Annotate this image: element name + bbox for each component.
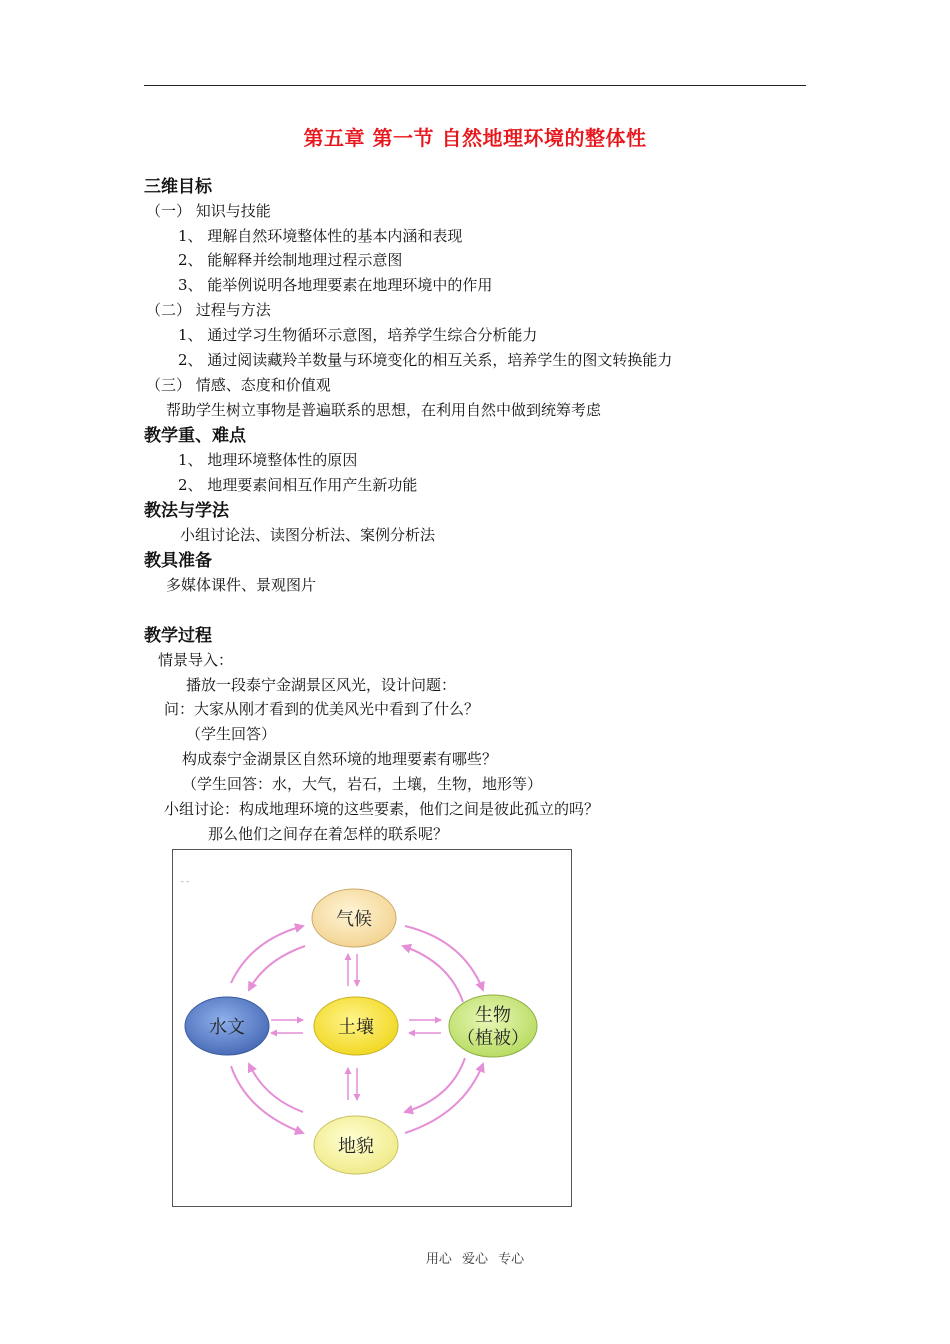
- process-heading: 教学过程: [144, 626, 212, 646]
- tools-text: 多媒体课件、景观图片: [166, 576, 317, 594]
- process-line-6: （学生回答：水，大气，岩石，土壤，生物，地形等）: [182, 775, 543, 793]
- arrow-climate-to-bio: [405, 926, 483, 990]
- keypoint-item-1: 1、 地理环境整体性的原因: [178, 451, 358, 469]
- process-line-5: 构成泰宁金湖景区自然环境的地理要素有哪些？: [182, 750, 498, 768]
- node-hydrology-label: 水文: [209, 1017, 245, 1038]
- node-biology-label-2: （植被）: [457, 1028, 529, 1049]
- methods-heading: 教法与学法: [144, 501, 229, 521]
- methods-text: 小组讨论法、读图分析法、案例分析法: [180, 526, 436, 544]
- goal3-heading: （三） 情感、态度和价值观: [146, 376, 331, 394]
- process-line-7: 小组讨论：构成地理环境的这些要素，他们之间是彼此孤立的吗？: [164, 800, 600, 818]
- process-line-1: 情景导入：: [158, 651, 234, 669]
- tools-heading: 教具准备: [144, 551, 212, 571]
- arrow-climate-to-hydro: [249, 946, 305, 990]
- goal1-heading: （一） 知识与技能: [146, 202, 271, 220]
- page-footer: 用心 爱心 专心: [425, 1252, 525, 1267]
- arrow-hydro-to-landform: [231, 1066, 303, 1133]
- node-climate: [312, 889, 396, 947]
- goal1-item-2: 2、 能解释并绘制地理过程示意图: [178, 251, 403, 269]
- diagram-svg: [173, 850, 573, 1208]
- process-line-3: 问：大家从刚才看到的优美风光中看到了什么？: [164, 700, 480, 718]
- goal1-item-1: 1、 理解自然环境整体性的基本内涵和表现: [178, 227, 463, 245]
- goal2-item-2: 2、 通过阅读藏羚羊数量与环境变化的相互关系，培养学生的图文转换能力: [178, 351, 673, 369]
- node-soil-label: 土壤: [338, 1017, 374, 1038]
- goals-heading: 三维目标: [144, 177, 212, 197]
- process-line-2: 播放一段泰宁金湖景区风光，设计问题：: [186, 676, 457, 694]
- node-hydrology: [185, 997, 269, 1055]
- goal2-heading: （二） 过程与方法: [146, 301, 271, 319]
- header-rule: [144, 85, 806, 86]
- goal1-item-3: 3、 能举例说明各地理要素在地理环境中的作用: [178, 276, 493, 294]
- elements-relationship-diagram: [172, 849, 572, 1207]
- process-line-4: （学生回答）: [186, 725, 277, 743]
- node-biology-label-1: 生物: [475, 1005, 511, 1026]
- keypoints-heading: 教学重、难点: [144, 426, 246, 446]
- node-biology: [449, 995, 537, 1057]
- page-title: 第五章 第一节 自然地理环境的整体性: [303, 126, 647, 150]
- goal2-item-1: 1、 通过学习生物循环示意图，培养学生综合分析能力: [178, 326, 538, 344]
- arrow-hydro-to-climate: [231, 926, 303, 983]
- corner-mark: - -: [181, 877, 189, 886]
- arrow-bio-to-landform: [405, 1064, 483, 1133]
- goal3-text: 帮助学生树立事物是普遍联系的思想，在利用自然中做到统筹考虑: [166, 401, 602, 419]
- keypoint-item-2: 2、 地理要素间相互作用产生新功能: [178, 476, 418, 494]
- node-landform: [314, 1116, 398, 1174]
- node-soil: [314, 997, 398, 1055]
- node-landform-label: 地貌: [338, 1136, 374, 1157]
- arrow-bio-to-climate: [403, 946, 463, 1002]
- node-climate-label: 气候: [336, 909, 372, 930]
- process-line-8: 那么他们之间存在着怎样的联系呢？: [208, 825, 449, 843]
